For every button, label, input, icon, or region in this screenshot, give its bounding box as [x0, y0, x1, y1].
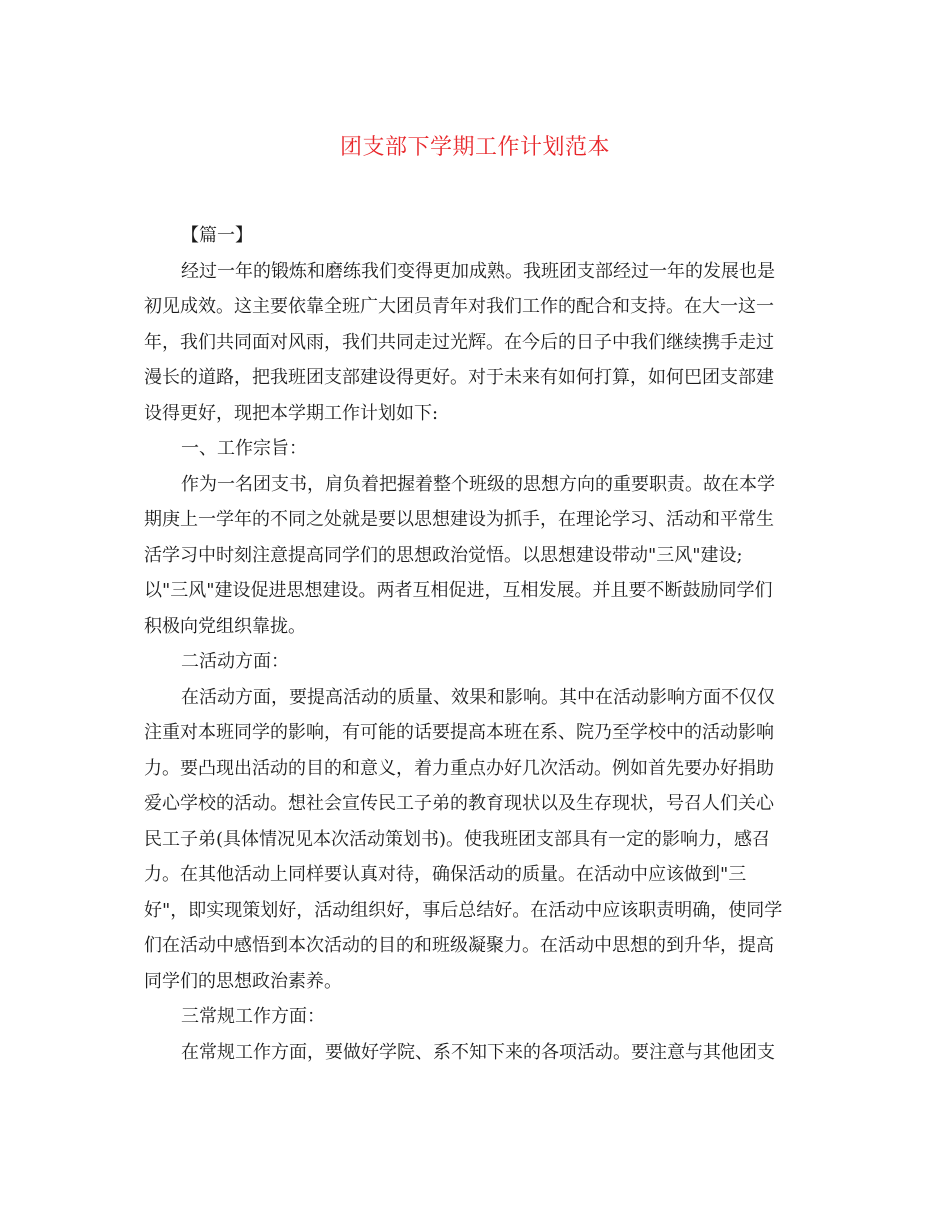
text-line: 活学习中时刻注意提高同学们的思想政治觉悟。以思想建设带动"三风"建设; [144, 544, 743, 566]
text-line: 作为一名团支书，肩负着把握着整个班级的思想方向的重要职责。故在本学 [181, 473, 775, 495]
text-line: 民工子弟(具体情况见本次活动策划书)。使我班团支部具有一定的影响力，感召 [144, 828, 771, 850]
document-title: 团支部下学期工作计划范本 [339, 135, 610, 160]
text-line: 初见成效。这主要依靠全班广大团员青年对我们工作的配合和支持。在大一这一 [144, 296, 774, 317]
text-line: 三常规工作方面： [181, 1006, 325, 1027]
text-line: 经过一年的锻炼和磨练我们变得更加成熟。我班团支部经过一年的发展也是 [181, 260, 775, 282]
text-line: 注重对本班同学的影响，有可能的话要提高本班在系、院乃至学校中的活动影响 [144, 722, 774, 743]
text-line: 好"，即实现策划好，活动组织好，事后总结好。在活动中应该职责明确，使同学 [144, 899, 783, 921]
text-line: 在常规工作方面，要做好学院、系不知下来的各项活动。要注意与其他团支 [181, 1041, 775, 1063]
text-line: 力。要凸现出活动的目的和意义，着力重点办好几次活动。例如首先要办好捐助 [144, 757, 774, 779]
text-line: 同学们的思想政治素养。 [144, 970, 342, 992]
text-line: 期庚上一学年的不同之处就是要以思想建设为抓手，在理论学习、活动和平常生 [144, 509, 774, 530]
text-line: 一、工作宗旨： [181, 438, 307, 459]
text-line: 在活动方面，要提高活动的质量、效果和影响。其中在活动影响方面不仅仅 [181, 686, 775, 708]
text-line: 以"三风"建设促进思想建设。两者互相促进，互相发展。并且要不断鼓励同学们 [144, 580, 773, 601]
text-line: 们在活动中感悟到本次活动的目的和班级凝聚力。在活动中思想的到升华，提高 [144, 935, 774, 956]
text-line: 设得更好，现把本学期工作计划如下: [144, 402, 439, 424]
text-line: 力。在其他活动上同样要认真对待，确保活动的质量。在活动中应该做到"三 [144, 864, 747, 885]
text-line: 爱心学校的活动。想社会宣传民工子弟的教育现状以及生存现状，号召人们关心 [144, 793, 774, 814]
text-line: 【篇一】 [181, 225, 253, 246]
text-line: 年，我们共同面对风雨，我们共同走过光辉。在今后的日子中我们继续携手走过 [144, 331, 774, 353]
document-body [144, 218, 806, 1070]
text-line: 积极向党组织靠拢。 [144, 615, 306, 637]
text-line: 漫长的道路，把我班团支部建设得更好。对于未来有如何打算，如何巴团支部建 [144, 367, 774, 388]
text-line: 二活动方面： [181, 651, 289, 672]
